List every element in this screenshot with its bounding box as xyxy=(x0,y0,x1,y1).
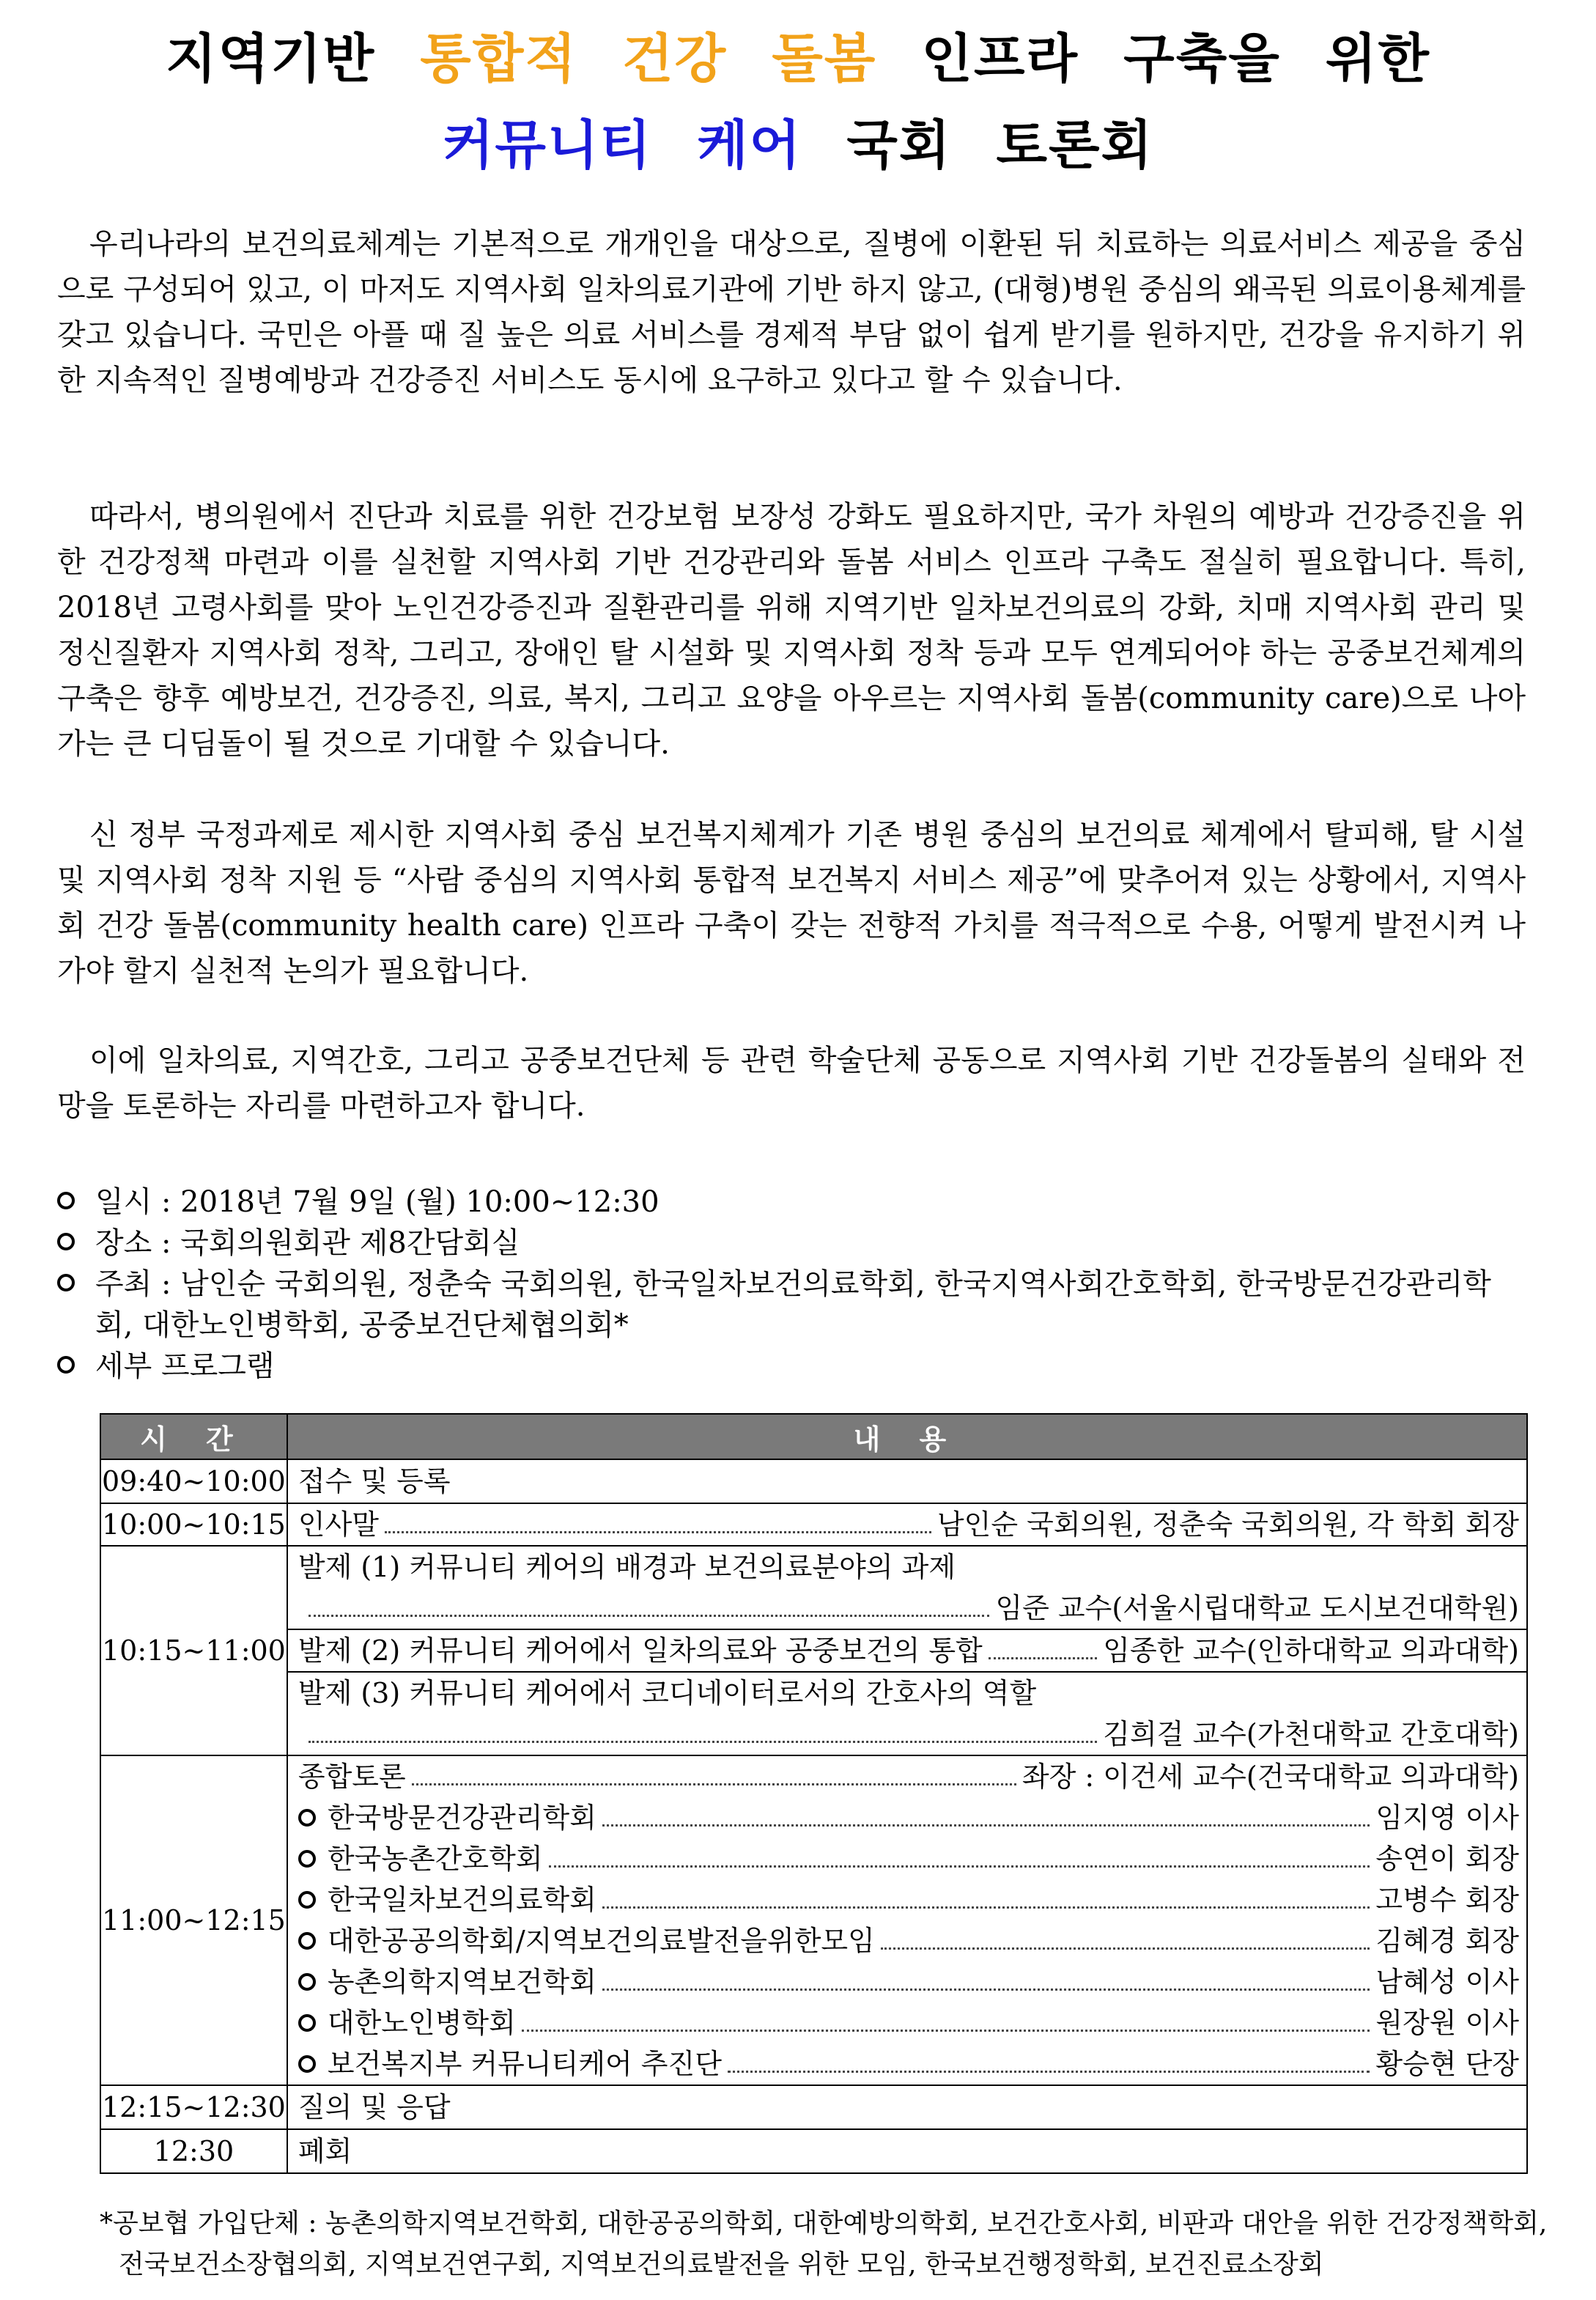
info-place xyxy=(57,1223,1526,1264)
table-row xyxy=(100,1503,1527,1546)
circle-bullet-icon xyxy=(298,1891,316,1909)
title-word-highlight: 건강 xyxy=(622,28,728,89)
title-word-highlight: 돌봄 xyxy=(772,28,877,89)
presentation-title: 발제 (2) 커뮤니티 케어에서 일차의료와 공중보건의 통합 xyxy=(298,1634,983,1667)
panelist: 원장원 이사 xyxy=(1375,2007,1519,2039)
row-content: 접수 및 등록 xyxy=(287,1459,1527,1503)
info-place-text: 장소 : 국회의원회관 제8간담회실 xyxy=(95,1226,520,1260)
panelist: 김혜경 회장 xyxy=(1375,1925,1519,1957)
title-word: 구축을 xyxy=(1123,28,1281,89)
intro-paragraph: 따라서, 병의원에서 진단과 치료를 위한 건강보험 보장성 강화도 필요하지만, 국가 차원의 예방과 건강증진을 위한 건강정책 마련과 이를 실천할 지역사회 기반 건강관리와 돌봄 서비스 인프라 구축도 절실히 필요합니다. 특히, 2018년 고령사회를 맞아 노인건강증진과 질환관리를 위해 지역기반 일차보건의료의 강화, 치매 지역사회 관리 및 정신질환자 지역사회 정착, 그리고, 장애인 탈 시설화 및 지역사회 정착 등과 모두 연계되어야 하는 공중보건체계의 구축은 향후 예방보건, 건강증진, 의료, 복지, 그리고 요양을 아우르는 지역사회 돌봄(community care)으로 나아가는 큰 디딤돌이 될 것으로 기대할 수 있습니다. xyxy=(57,500,1526,761)
panel-org: 농촌의학지역보건학회 xyxy=(327,1966,596,1998)
speaker: 임종한 교수(인하대학교 의과대학) xyxy=(1103,1634,1519,1667)
panel-item xyxy=(298,1961,1519,2002)
title-line-2 xyxy=(0,103,1596,179)
footnote xyxy=(100,2203,1551,2285)
title-word: 지역기반 xyxy=(166,28,376,89)
circle-bullet-icon xyxy=(298,1932,316,1950)
program-table xyxy=(100,1413,1528,2174)
session-label: 종합토론 xyxy=(298,1761,406,1793)
panel-org: 한국농촌간호학회 xyxy=(327,1843,543,1875)
row-time: 10:00~10:15 xyxy=(100,1503,287,1546)
info-host xyxy=(57,1264,1526,1346)
event-info xyxy=(57,1182,1526,1387)
chair: 좌장 : 이건세 교수(건국대학교 의과대학) xyxy=(1021,1761,1519,1793)
row-time: 10:15~11:00 xyxy=(100,1546,287,1755)
speaker: 김희걸 교수(가천대학교 간호대학) xyxy=(1103,1718,1519,1750)
circle-bullet-icon xyxy=(298,2055,316,2073)
speaker: 남인순 국회의원, 정춘숙 국회의원, 각 학회 회장 xyxy=(936,1508,1519,1541)
circle-bullet-icon xyxy=(57,1233,75,1250)
dot-leader xyxy=(309,1741,1097,1743)
panelist: 황승현 단장 xyxy=(1375,2048,1519,2080)
title-word: 인프라 xyxy=(921,28,1079,89)
panelist: 송연이 회장 xyxy=(1375,1843,1519,1875)
dot-leader xyxy=(602,1906,1370,1909)
dot-leader xyxy=(881,1947,1370,1950)
dot-leader xyxy=(989,1657,1098,1659)
panel-org: 대한공공의학회/지역보건의료발전을위한모임 xyxy=(327,1925,875,1957)
header-time: 시 간 xyxy=(100,1414,287,1459)
dot-leader xyxy=(309,1615,990,1617)
row-content xyxy=(287,1755,1527,2085)
table-row xyxy=(100,1459,1527,1503)
presentation-title: 발제 (1) 커뮤니티 케어의 배경과 보건의료분야의 과제 xyxy=(298,1551,956,1583)
title-word: 위한 xyxy=(1325,28,1430,89)
table-row xyxy=(100,2129,1527,2173)
title-line-1 xyxy=(0,16,1596,92)
title-word: 국회 xyxy=(846,114,952,176)
table-header-row xyxy=(100,1414,1527,1459)
circle-bullet-icon xyxy=(57,1192,75,1209)
panel-org: 보건복지부 커뮤니티케어 추진단 xyxy=(327,2048,722,2080)
dot-leader xyxy=(549,1865,1370,1868)
intro-paragraph: 이에 일차의료, 지역간호, 그리고 공중보건단체 등 관련 학술단체 공동으로 지역사회 기반 건강돌봄의 실태와 전망을 토론하는 자리를 마련하고자 합니다. xyxy=(57,1044,1526,1123)
row-time: 11:00~12:15 xyxy=(100,1755,287,2085)
title-word-highlight: 커뮤니티 xyxy=(442,114,653,176)
speaker: 임준 교수(서울시립대학교 도시보건대학원) xyxy=(995,1592,1519,1624)
info-program-text: 세부 프로그램 xyxy=(95,1349,275,1383)
panel-item xyxy=(298,2043,1519,2085)
panelist: 남혜성 이사 xyxy=(1375,1966,1519,1998)
panel-item xyxy=(298,2002,1519,2043)
circle-bullet-icon xyxy=(57,1356,75,1374)
title-word-highlight: 통합적 xyxy=(420,28,577,89)
row-time: 12:30 xyxy=(100,2129,287,2173)
row-content: 폐회 xyxy=(287,2129,1527,2173)
header-content: 내 용 xyxy=(287,1414,1527,1459)
presentation-title: 발제 (3) 커뮤니티 케어에서 코디네이터로서의 간호사의 역할 xyxy=(298,1677,1037,1709)
footnote-line-2: 전국보건소장협의회, 지역보건연구회, 지역보건의료발전을 위한 모임, 한국보건행정학회, 보건진료소장회 xyxy=(119,2249,1324,2279)
dot-leader xyxy=(385,1531,931,1533)
intro-paragraph: 우리나라의 보건의료체계는 기본적으로 개개인을 대상으로, 질병에 이환된 뒤 치료하는 의료서비스 제공을 중심으로 구성되어 있고, 이 마저도 지역사회 일차의료기관에 기반 하지 않고, (대형)병원 중심의 왜곡된 의료이용체계를 갖고 있습니다. 국민은 아플 때 질 높은 의료 서비스를 경제적 부담 없이 쉽게 받기를 원하지만, 건강을 유지하기 위한 지속적인 질병예방과 건강증진 서비스도 동시에 요구하고 있다고 할 수 있습니다. xyxy=(57,227,1526,397)
info-date xyxy=(57,1182,1526,1223)
table-row xyxy=(100,1546,1527,1755)
dot-leader xyxy=(412,1783,1016,1785)
panel-item xyxy=(298,1920,1519,1961)
info-host-text: 주최 : 남인순 국회의원, 정춘숙 국회의원, 한국일차보건의료학회, 한국지역사회간호학회, 한국방문건강관리학회, 대한노인병학회, 공중보건단체협의회* xyxy=(95,1267,1491,1342)
dot-leader xyxy=(602,1824,1370,1827)
row-time: 09:40~10:00 xyxy=(100,1459,287,1503)
circle-bullet-icon xyxy=(298,1850,316,1868)
panel-item xyxy=(298,1797,1519,1838)
panel-item xyxy=(298,1879,1519,1920)
circle-bullet-icon xyxy=(57,1274,75,1291)
title-word-highlight: 케어 xyxy=(697,114,802,176)
title-word: 토론회 xyxy=(996,114,1154,176)
panel-item xyxy=(298,1838,1519,1879)
footnote-line-1: *공보협 가입단체 : 농촌의학지역보건학회, 대한공공의학회, 대한예방의학회, 보건간호사회, 비판과 대안을 위한 건강정책학회, xyxy=(100,2208,1548,2238)
dot-leader xyxy=(602,1988,1370,1991)
circle-bullet-icon xyxy=(298,1973,316,1991)
dot-leader xyxy=(522,2030,1370,2032)
dot-leader xyxy=(728,2071,1370,2073)
panel-org: 한국일차보건의료학회 xyxy=(327,1884,596,1916)
row-time: 12:15~12:30 xyxy=(100,2085,287,2129)
intro-paragraph: 신 정부 국정과제로 제시한 지역사회 중심 보건복지체계가 기존 병원 중심의 보건의료 체계에서 탈피해, 탈 시설 및 지역사회 정착 지원 등 “사람 중심의 지역사회 통합적 보건복지 서비스 제공”에 맞추어져 있는 상황에서, 지역사회 건강 돌봄(community health care) 인프라 구축이 갖는 전향적 가치를 적극적으로 수용, 어떻게 발전시켜 나가야 할지 실천적 논의가 필요합니다. xyxy=(57,818,1526,988)
panelist: 임지영 이사 xyxy=(1375,1802,1519,1834)
panelist: 고병수 회장 xyxy=(1375,1884,1519,1916)
session-label: 인사말 xyxy=(298,1508,379,1541)
row-content xyxy=(287,1546,1527,1755)
table-row xyxy=(100,1755,1527,2085)
info-program xyxy=(57,1346,1526,1387)
circle-bullet-icon xyxy=(298,2014,316,2032)
info-date-text: 일시 : 2018년 7월 9일 (월) 10:00~12:30 xyxy=(95,1185,660,1219)
table-row xyxy=(100,2085,1527,2129)
row-content xyxy=(287,1503,1527,1546)
panel-org: 한국방문건강관리학회 xyxy=(327,1802,596,1834)
row-content: 질의 및 응답 xyxy=(287,2085,1527,2129)
panel-org: 대한노인병학회 xyxy=(327,2007,516,2039)
circle-bullet-icon xyxy=(298,1809,316,1827)
